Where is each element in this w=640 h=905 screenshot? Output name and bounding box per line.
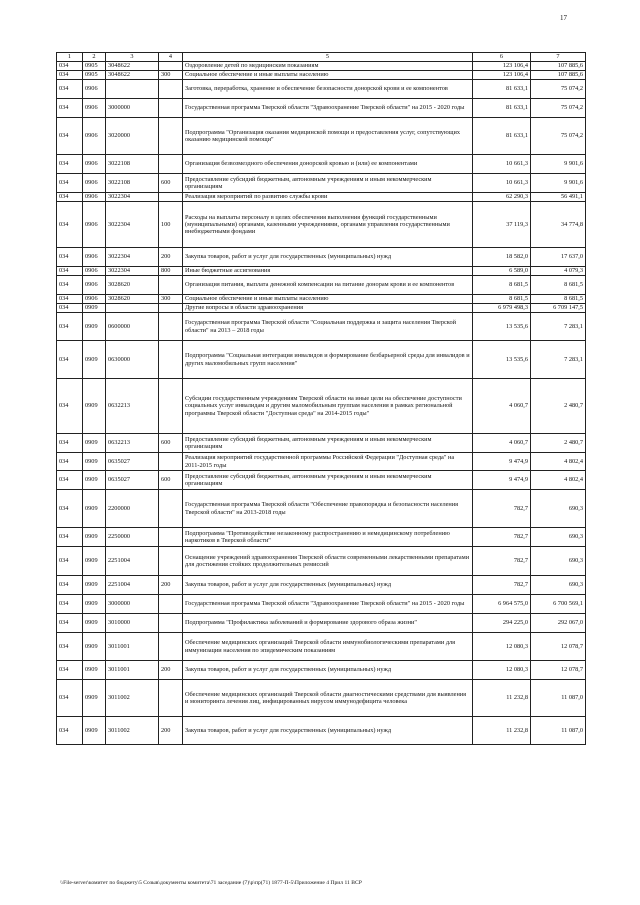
amount-actual-cell: 8 681,5	[531, 276, 586, 295]
header-cell: 6	[473, 53, 531, 62]
section-cell: 0909	[83, 490, 106, 528]
amount-planned-cell: 81 633,1	[473, 99, 531, 118]
amount-planned-cell: 9 474,9	[473, 471, 531, 490]
amount-planned-cell: 782,7	[473, 547, 531, 576]
amount-actual-cell: 107 885,6	[531, 71, 586, 80]
target-article-cell: 3020000	[106, 118, 159, 155]
amount-actual-cell: 11 087,0	[531, 717, 586, 745]
amount-actual-cell: 6 700 569,1	[531, 595, 586, 614]
header-cell: 5	[183, 53, 473, 62]
amount-planned-cell: 12 080,3	[473, 661, 531, 680]
table-row	[57, 576, 586, 595]
code-cell: 034	[57, 471, 83, 490]
amount-planned-cell: 782,7	[473, 528, 531, 547]
amount-planned-cell: 81 633,1	[473, 118, 531, 155]
amount-planned-cell: 81 633,1	[473, 80, 531, 99]
header-cell: 4	[159, 53, 183, 62]
code-cell: 034	[57, 453, 83, 471]
amount-planned-cell: 6 979 498,3	[473, 304, 531, 313]
description-cell: Заготовка, переработка, хранение и обеспечение безопасности донорской крови и ее компонентов	[183, 80, 473, 99]
amount-actual-cell: 75 074,2	[531, 99, 586, 118]
amount-planned-cell: 12 080,3	[473, 633, 531, 661]
table-row	[57, 471, 586, 490]
description-cell: Подпрограмма "Социальная интеграция инвалидов и формирование безбарьерной среды для инвалидов и других маломобильных групп населения"	[183, 341, 473, 379]
amount-planned-cell: 123 106,4	[473, 62, 531, 71]
target-article-cell: 3028620	[106, 276, 159, 295]
code-cell: 034	[57, 202, 83, 248]
expense-type-cell	[159, 490, 183, 528]
expense-type-cell: 600	[159, 471, 183, 490]
target-article-cell: 2200000	[106, 490, 159, 528]
section-cell: 0906	[83, 202, 106, 248]
expense-type-cell	[159, 614, 183, 633]
section-cell: 0909	[83, 379, 106, 434]
amount-actual-cell: 8 681,5	[531, 295, 586, 304]
table-row	[57, 614, 586, 633]
table-row	[57, 202, 586, 248]
description-cell: Закупка товаров, работ и услуг для государственных (муниципальных) нужд	[183, 576, 473, 595]
amount-actual-cell: 7 283,1	[531, 341, 586, 379]
table-row	[57, 595, 586, 614]
expense-type-cell	[159, 193, 183, 202]
section-cell: 0909	[83, 471, 106, 490]
table-row	[57, 80, 586, 99]
description-cell: Государственная программа Тверской области "Здравоохранение Тверской области" на 2015 - 2020 годы	[183, 595, 473, 614]
amount-actual-cell: 75 074,2	[531, 80, 586, 99]
expense-type-cell	[159, 118, 183, 155]
description-cell: Оздоровление детей по медицинским показаниям	[183, 62, 473, 71]
amount-actual-cell: 2 480,7	[531, 434, 586, 453]
expense-type-cell	[159, 276, 183, 295]
expense-type-cell	[159, 595, 183, 614]
section-cell: 0909	[83, 313, 106, 341]
expense-type-cell	[159, 680, 183, 717]
description-cell: Закупка товаров, работ и услуг для государственных (муниципальных) нужд	[183, 248, 473, 267]
target-article-cell: 3022304	[106, 267, 159, 276]
table-row	[57, 528, 586, 547]
table-row	[57, 633, 586, 661]
section-cell: 0906	[83, 155, 106, 174]
code-cell: 034	[57, 633, 83, 661]
description-cell: Иные бюджетные ассигнования	[183, 267, 473, 276]
amount-planned-cell: 10 661,3	[473, 155, 531, 174]
header-cell: 7	[531, 53, 586, 62]
target-article-cell: 3048622	[106, 62, 159, 71]
description-cell: Социальное обеспечение и иные выплаты населению	[183, 295, 473, 304]
amount-actual-cell: 34 774,8	[531, 202, 586, 248]
section-cell: 0906	[83, 248, 106, 267]
section-cell: 0906	[83, 193, 106, 202]
table-row	[57, 341, 586, 379]
amount-planned-cell: 782,7	[473, 490, 531, 528]
amount-actual-cell: 7 283,1	[531, 313, 586, 341]
target-article-cell: 2251004	[106, 547, 159, 576]
expense-type-cell	[159, 379, 183, 434]
code-cell: 034	[57, 680, 83, 717]
target-article-cell: 3028620	[106, 295, 159, 304]
amount-actual-cell: 4 802,4	[531, 471, 586, 490]
target-article-cell: 3000000	[106, 99, 159, 118]
amount-planned-cell: 8 681,5	[473, 276, 531, 295]
code-cell: 034	[57, 528, 83, 547]
section-cell: 0909	[83, 680, 106, 717]
table-row	[57, 248, 586, 267]
amount-actual-cell: 12 078,7	[531, 661, 586, 680]
target-article-cell: 3022304	[106, 193, 159, 202]
description-cell: Реализация мероприятий государственной программы Российской Федерации "Доступная среда" на 2011-2015 годы	[183, 453, 473, 471]
amount-planned-cell: 13 535,6	[473, 313, 531, 341]
section-cell: 0906	[83, 80, 106, 99]
table-row	[57, 295, 586, 304]
description-cell: Закупка товаров, работ и услуг для государственных (муниципальных) нужд	[183, 661, 473, 680]
section-cell: 0905	[83, 62, 106, 71]
amount-planned-cell: 4 060,7	[473, 434, 531, 453]
expense-type-cell	[159, 313, 183, 341]
section-cell: 0909	[83, 547, 106, 576]
amount-planned-cell: 8 681,5	[473, 295, 531, 304]
code-cell: 034	[57, 118, 83, 155]
table-row	[57, 547, 586, 576]
amount-actual-cell: 6 709 147,5	[531, 304, 586, 313]
amount-actual-cell: 9 901,6	[531, 155, 586, 174]
amount-actual-cell: 4 079,3	[531, 267, 586, 276]
target-article-cell: 3022304	[106, 248, 159, 267]
table-row	[57, 304, 586, 313]
description-cell: Предоставление субсидий бюджетным, автономным учреждениям и иным некоммерческим организациям	[183, 471, 473, 490]
code-cell: 034	[57, 717, 83, 745]
code-cell: 034	[57, 80, 83, 99]
code-cell: 034	[57, 99, 83, 118]
table-row	[57, 267, 586, 276]
header-cell: 1	[57, 53, 83, 62]
expense-type-cell: 200	[159, 248, 183, 267]
file-path-footer: \\File-server\комитет по бюджету\5 Созыв\документы комитета\71 заседание (7)\р\пр(71) 1877-П-5\Приложение 4 Прил 11 ВСР	[60, 880, 362, 886]
expense-type-cell	[159, 62, 183, 71]
table-row	[57, 453, 586, 471]
code-cell: 034	[57, 595, 83, 614]
section-cell: 0906	[83, 276, 106, 295]
expense-type-cell	[159, 547, 183, 576]
table-row	[57, 99, 586, 118]
expense-type-cell: 600	[159, 174, 183, 193]
amount-planned-cell: 782,7	[473, 576, 531, 595]
header-cell: 2	[83, 53, 106, 62]
expense-type-cell: 300	[159, 295, 183, 304]
table-row	[57, 71, 586, 80]
table-row	[57, 717, 586, 745]
amount-planned-cell: 6 589,0	[473, 267, 531, 276]
target-article-cell: 3022108	[106, 174, 159, 193]
section-cell: 0909	[83, 614, 106, 633]
amount-actual-cell: 690,3	[531, 547, 586, 576]
expense-type-cell: 600	[159, 434, 183, 453]
description-cell: Обеспечение медицинских организаций Тверской области иммунобиологическими препаратами для иммунизации населения по эпидемическим показаниям	[183, 633, 473, 661]
expense-type-cell: 200	[159, 576, 183, 595]
expense-type-cell: 300	[159, 71, 183, 80]
budget-table	[56, 52, 586, 745]
target-article-cell: 2251004	[106, 576, 159, 595]
description-cell: Подпрограмма "Организация оказания медицинской помощи и предоставления услуг, сопутствующих оказанию медицинской помощи"	[183, 118, 473, 155]
expense-type-cell	[159, 453, 183, 471]
description-cell: Организация питания, выплата денежной компенсации на питание донорам крови и ее компонентов	[183, 276, 473, 295]
section-cell: 0905	[83, 71, 106, 80]
amount-actual-cell: 11 087,0	[531, 680, 586, 717]
table-row	[57, 62, 586, 71]
amount-planned-cell: 62 290,3	[473, 193, 531, 202]
target-article-cell: 3022304	[106, 202, 159, 248]
description-cell: Другие вопросы в области здравоохранения	[183, 304, 473, 313]
amount-planned-cell: 13 535,6	[473, 341, 531, 379]
expense-type-cell: 100	[159, 202, 183, 248]
amount-planned-cell: 18 582,0	[473, 248, 531, 267]
table-header-row	[57, 53, 586, 62]
amount-actual-cell: 690,3	[531, 576, 586, 595]
target-article-cell: 3011001	[106, 633, 159, 661]
section-cell: 0906	[83, 174, 106, 193]
section-cell: 0909	[83, 304, 106, 313]
section-cell: 0909	[83, 595, 106, 614]
description-cell: Организация безвозмездного обеспечения донорской кровью и (или) ее компонентами	[183, 155, 473, 174]
section-cell: 0906	[83, 99, 106, 118]
amount-actual-cell: 2 480,7	[531, 379, 586, 434]
section-cell: 0909	[83, 717, 106, 745]
target-article-cell	[106, 80, 159, 99]
table-row	[57, 661, 586, 680]
amount-actual-cell: 12 078,7	[531, 633, 586, 661]
amount-actual-cell: 107 885,6	[531, 62, 586, 71]
target-article-cell: 3022108	[106, 155, 159, 174]
amount-planned-cell: 6 964 575,0	[473, 595, 531, 614]
amount-planned-cell: 294 225,0	[473, 614, 531, 633]
table-row	[57, 276, 586, 295]
code-cell: 034	[57, 71, 83, 80]
target-article-cell: 3010000	[106, 614, 159, 633]
description-cell: Государственная программа Тверской области "Обеспечение правопорядка и безопасности населения Тверской области" на 2013-2018 годы	[183, 490, 473, 528]
table-row	[57, 155, 586, 174]
table-row	[57, 118, 586, 155]
section-cell: 0906	[83, 118, 106, 155]
description-cell: Субсидии государственным учреждениям Тверской области на иные цели на обеспечение доступности социальных услуг инвалидам и другим маломобильным группам населения в рамках региональной программы Тверской области "Доступная среда" на 2014-2015 годы"	[183, 379, 473, 434]
code-cell: 034	[57, 304, 83, 313]
expense-type-cell	[159, 155, 183, 174]
target-article-cell	[106, 304, 159, 313]
table-row	[57, 680, 586, 717]
amount-actual-cell: 4 802,4	[531, 453, 586, 471]
amount-planned-cell: 123 106,4	[473, 71, 531, 80]
section-cell: 0909	[83, 453, 106, 471]
table-row	[57, 490, 586, 528]
description-cell: Обеспечение медицинских организаций Тверской области диагностическими средствами для выявления и мониторинга лечения лиц, инфицированных вирусом иммунодефицита человека	[183, 680, 473, 717]
code-cell: 034	[57, 379, 83, 434]
description-cell: Реализация мероприятий по развитию службы крови	[183, 193, 473, 202]
description-cell: Оснащение учреждений здравоохранения Тверской области современными лекарственными препаратами для достижения стойких продолжительных ремиссий	[183, 547, 473, 576]
table-row	[57, 193, 586, 202]
target-article-cell: 3000000	[106, 595, 159, 614]
expense-type-cell	[159, 304, 183, 313]
amount-actual-cell: 75 074,2	[531, 118, 586, 155]
code-cell: 034	[57, 614, 83, 633]
amount-actual-cell: 56 491,1	[531, 193, 586, 202]
table-row	[57, 379, 586, 434]
section-cell: 0909	[83, 633, 106, 661]
target-article-cell: 3011002	[106, 680, 159, 717]
description-cell: Расходы на выплаты персоналу в целях обеспечения выполнения функций государственными (муниципальными) органами, казенными учреждениями, органами управления государственными внебюджетными фондами	[183, 202, 473, 248]
amount-actual-cell: 9 901,6	[531, 174, 586, 193]
description-cell: Государственная программа Тверской области "Социальная поддержка и защита населения Тверской области" на 2013 – 2018 годы	[183, 313, 473, 341]
code-cell: 034	[57, 276, 83, 295]
amount-actual-cell: 292 067,0	[531, 614, 586, 633]
table-row	[57, 434, 586, 453]
code-cell: 034	[57, 155, 83, 174]
expense-type-cell	[159, 633, 183, 661]
target-article-cell: 3011002	[106, 717, 159, 745]
target-article-cell: 3011001	[106, 661, 159, 680]
page-number: 17	[560, 14, 567, 22]
section-cell: 0909	[83, 661, 106, 680]
expense-type-cell: 200	[159, 661, 183, 680]
header-cell: 3	[106, 53, 159, 62]
code-cell: 034	[57, 547, 83, 576]
code-cell: 034	[57, 267, 83, 276]
code-cell: 034	[57, 490, 83, 528]
expense-type-cell	[159, 528, 183, 547]
expense-type-cell: 200	[159, 717, 183, 745]
amount-actual-cell: 17 637,0	[531, 248, 586, 267]
code-cell: 034	[57, 434, 83, 453]
code-cell: 034	[57, 576, 83, 595]
section-cell: 0909	[83, 434, 106, 453]
code-cell: 034	[57, 661, 83, 680]
description-cell: Государственная программа Тверской области "Здравоохранение Тверской области" на 2015 - 2020 годы	[183, 99, 473, 118]
amount-planned-cell: 9 474,9	[473, 453, 531, 471]
target-article-cell: 0635027	[106, 471, 159, 490]
amount-planned-cell: 11 232,8	[473, 680, 531, 717]
description-cell: Социальное обеспечение и иные выплаты населению	[183, 71, 473, 80]
table-row	[57, 174, 586, 193]
target-article-cell: 0600000	[106, 313, 159, 341]
code-cell: 034	[57, 193, 83, 202]
target-article-cell: 0632213	[106, 379, 159, 434]
expense-type-cell	[159, 99, 183, 118]
section-cell: 0909	[83, 528, 106, 547]
amount-planned-cell: 10 661,3	[473, 174, 531, 193]
target-article-cell: 0632213	[106, 434, 159, 453]
target-article-cell: 0630000	[106, 341, 159, 379]
target-article-cell: 2250000	[106, 528, 159, 547]
description-cell: Подпрограмма "Профилактика заболеваний и формирование здорового образа жизни"	[183, 614, 473, 633]
description-cell: Предоставление субсидий бюджетным, автономным учреждениям и иным некоммерческим организациям	[183, 434, 473, 453]
section-cell: 0906	[83, 267, 106, 276]
section-cell: 0909	[83, 576, 106, 595]
code-cell: 034	[57, 174, 83, 193]
code-cell: 034	[57, 313, 83, 341]
expense-type-cell	[159, 80, 183, 99]
code-cell: 034	[57, 248, 83, 267]
description-cell: Закупка товаров, работ и услуг для государственных (муниципальных) нужд	[183, 717, 473, 745]
amount-actual-cell: 690,3	[531, 528, 586, 547]
code-cell: 034	[57, 341, 83, 379]
code-cell: 034	[57, 295, 83, 304]
expense-type-cell	[159, 341, 183, 379]
code-cell: 034	[57, 62, 83, 71]
amount-planned-cell: 11 232,8	[473, 717, 531, 745]
table-row	[57, 313, 586, 341]
amount-actual-cell: 690,3	[531, 490, 586, 528]
section-cell: 0906	[83, 295, 106, 304]
description-cell: Предоставление субсидий бюджетным, автономным учреждениям и иным некоммерческим организациям	[183, 174, 473, 193]
section-cell: 0909	[83, 341, 106, 379]
target-article-cell: 3048622	[106, 71, 159, 80]
description-cell: Подпрограмма "Противодействие незаконному распространению и немедицинскому потреблению наркотиков в Тверской области"	[183, 528, 473, 547]
amount-planned-cell: 37 119,3	[473, 202, 531, 248]
target-article-cell: 0635027	[106, 453, 159, 471]
expense-type-cell: 800	[159, 267, 183, 276]
amount-planned-cell: 4 060,7	[473, 379, 531, 434]
